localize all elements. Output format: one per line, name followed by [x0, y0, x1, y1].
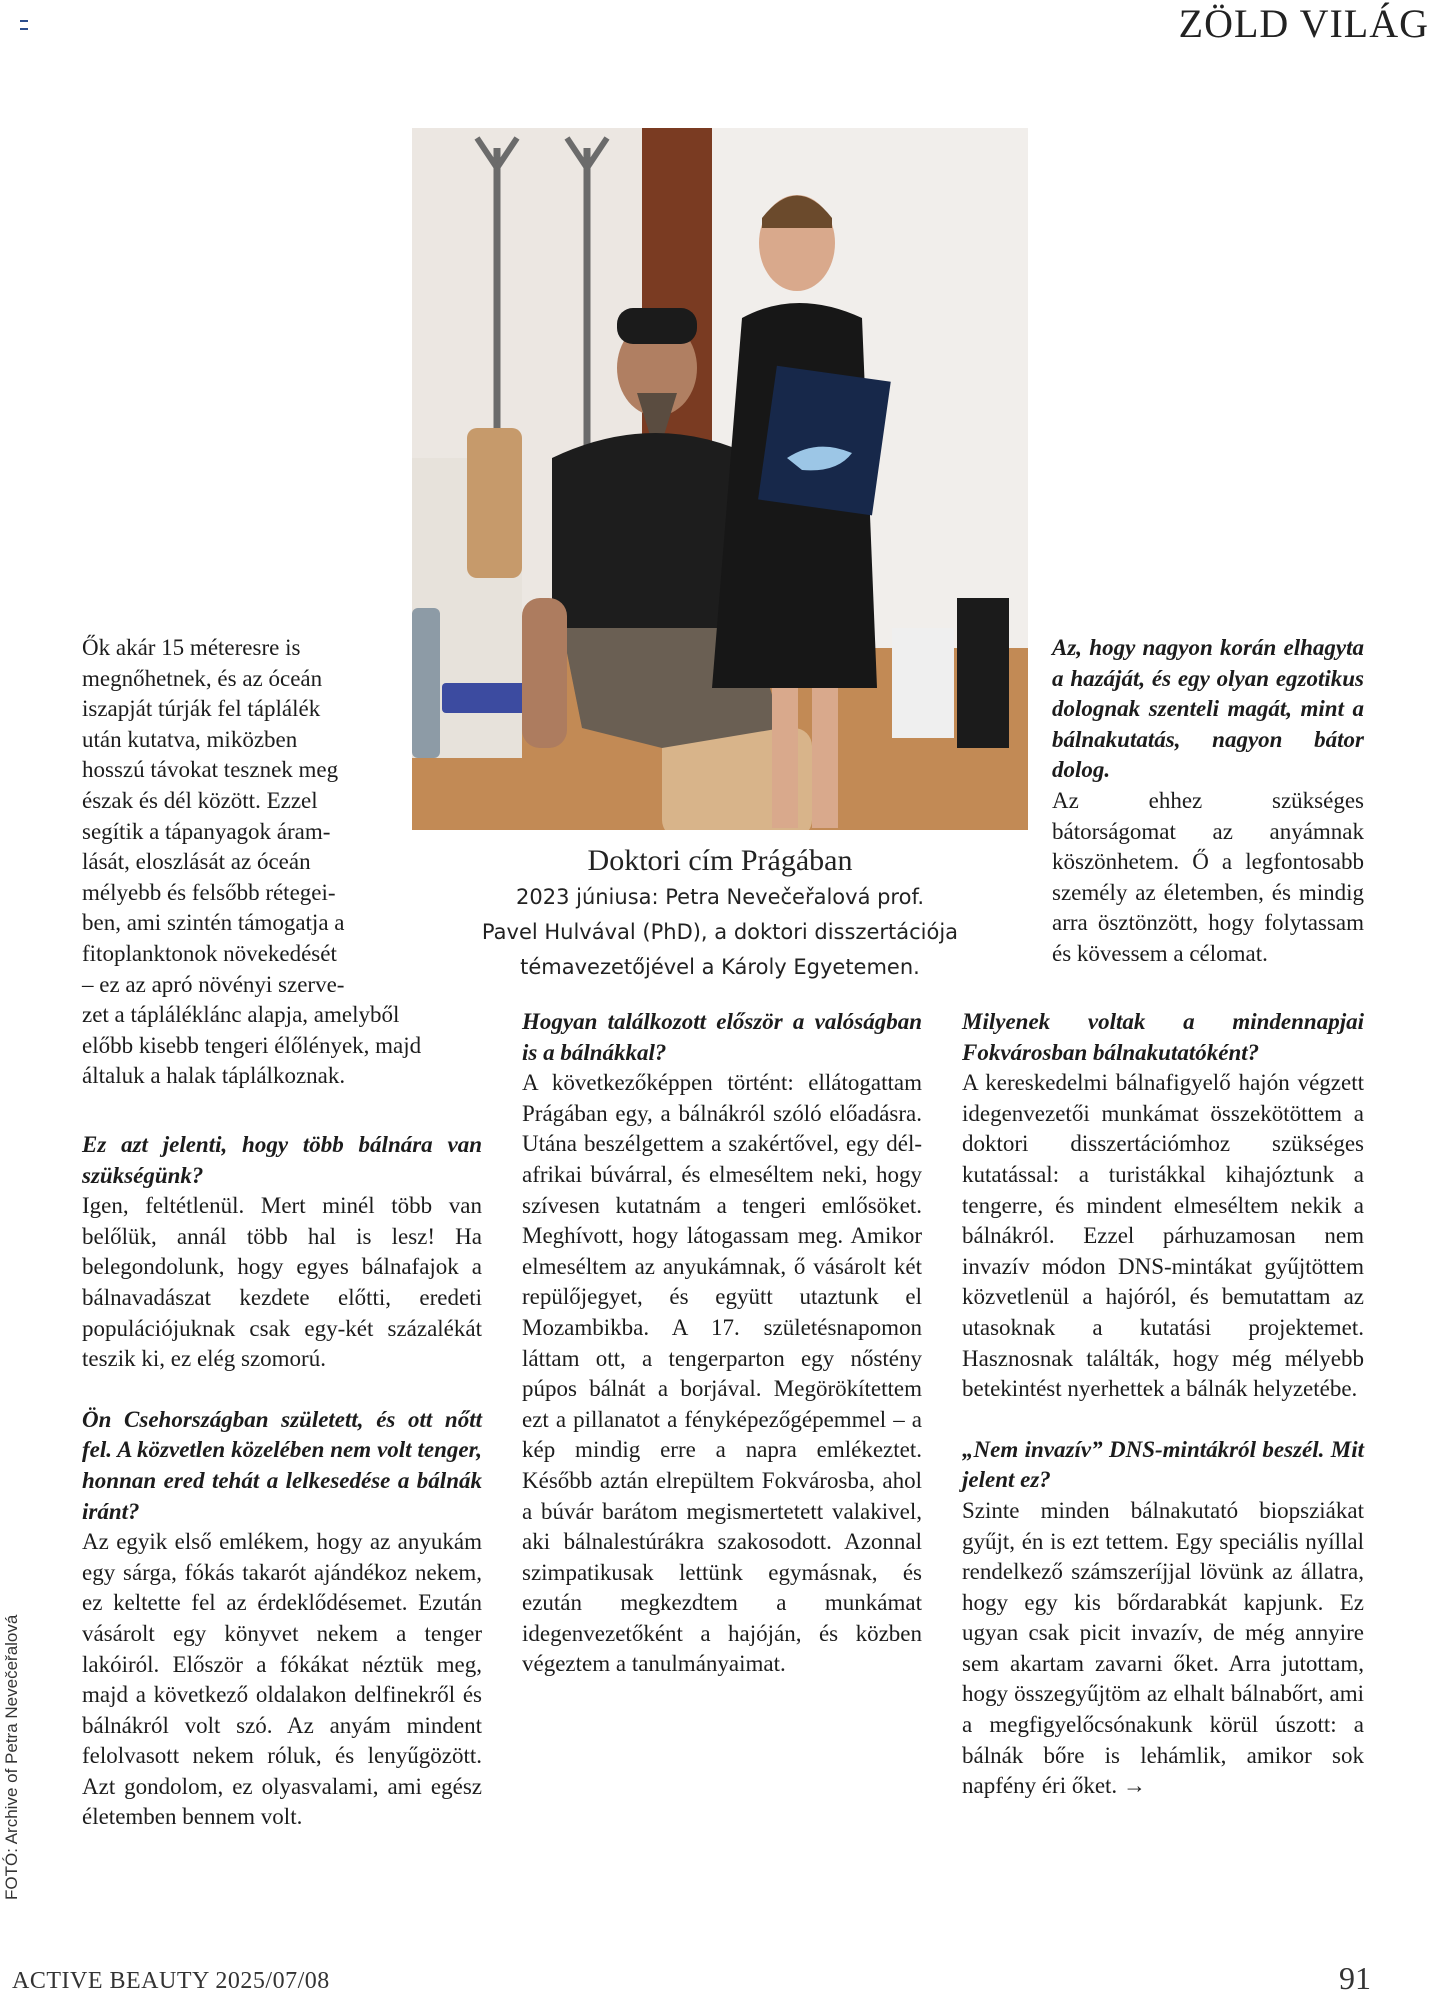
interview-question: Milyenek voltak a mindennapjai Fokvárosban bálnakutatóként? — [962, 1009, 1364, 1065]
interview-question: Hogyan találkozott először a valóságban is a bálnákkal? — [522, 1009, 922, 1065]
text-line: iszapját túrják fel táplálék — [82, 696, 321, 722]
continue-arrow-icon: → — [1122, 1773, 1146, 1799]
text-line: – ez az apró növényi szerve- — [82, 971, 345, 997]
page-number: 91 — [1339, 1960, 1371, 1996]
caption-line: témavezetőjével a Károly Egyetemen. — [520, 955, 920, 979]
interview-answer: Az ehhez szükséges bátorságomat az anyámnak köszönhetem. Ő a legfontosabb személy az életemben, és mindig arra ösztönzött, hogy folytassam és kövessem a célomat. — [1052, 787, 1364, 966]
text-line: Ők akár 15 méteresre is — [82, 635, 301, 660]
photo-caption — [412, 844, 1028, 983]
interview-answer: A következőképpen történt: ellátogattam Prágában egy, a bálnákról szóló előadásra. Utána beszélgettem a szakértővel, egy dél-afrikai búvárral, és elmeséltem neki, hogy szívesen kutatnám a tengeri emlősöket. Meghívott, hogy látogassam meg. Amikor elmeséltem az anyukámnak, ő vásárolt két repülőjegyet, és együtt utaztunk el Mozambikba. A 17. születésnapomon láttam ott, a tengerparton egy nőstény púpos bálnát a borjával. Megörökítettem ezt a pillanatot a fényképezőgépemmel – a kép mindig erre a napra emlékeztet. Később aztán elrepültem Fokvárosba, ahol a búvár barátom megismertetett valakivel, aki bálnalestúrákra szakosodott. Azonnal szimpatikusak lettünk egymásnak, és ezután megkezdtem a munkámat idegenvezetőként a hajóján, és közben végeztem a tanulmányaimat. — [522, 1070, 922, 1677]
interview-answer: Igen, feltétlenül. Mert minél több van belőlük, annál több hal is lesz! Ha belegondolunk, hogy egyes bálnafajok a bálnavadászat kezdete előtti, eredeti populációjuknak csak egy-két százalékát teszik ki, ez elég szomorú. — [82, 1193, 482, 1372]
interview-question: Ön Csehországban született, és ott nőtt fel. A közvetlen közelében nem volt tenger, honnan ered tehát a lelkesedése a bálnák iránt? — [82, 1406, 482, 1524]
answer-text: Szinte minden bálnakutató biopsziákat gyűjt, én is ezt tettem. Egy speciális nyíllal rendelkező számszeríjjal lövünk az állatra, hogy egy kis bőrdarabkát kapjunk. Ez ugyan csak picit invazív, de még annyire sem akartam zavarni őket. Arra jutottam, hogy összegyűjtöm az elhalt bálnabőrt, ami a megfigyelőcsónakunk körül úszott: a bálnák bőre is lehámlik, amikor sok napfény éri őket. — [962, 1497, 1364, 1799]
column-1-bottom — [82, 1130, 482, 1833]
interview-answer — [962, 1496, 1364, 1802]
text-line: megnőhetnek, és az óceán — [82, 665, 323, 691]
photo-illustration — [412, 128, 1028, 830]
caption-title: Doktori cím Prágában — [587, 844, 853, 877]
footer-magazine: ACTIVE BEAUTY 2025/07/08 — [12, 1968, 330, 1994]
photo-credit: FOTÓ: Archive of Petra Nevečeřalová — [2, 1614, 21, 1900]
text-line: lását, eloszlását az óceán — [82, 849, 311, 875]
section-title: ZÖLD VILÁG — [1178, 1, 1429, 46]
column-3-bottom — [962, 1007, 1364, 1802]
column-3-top — [1052, 633, 1364, 970]
photo — [412, 128, 1028, 830]
text-line: ben, ami szintén támogatja a — [82, 910, 345, 936]
text-line: hosszú távokat tesznek meg — [82, 757, 339, 783]
interview-question: Az, hogy nagyon korán elhagyta a hazáját, és egy olyan egzotikus dolognak szenteli magát, mint a bálnakutatás, nagyon bátor dolog. — [1052, 635, 1364, 783]
column-2 — [522, 1007, 922, 1680]
caption-line: Pavel Hulvával (PhD), a doktori disszertációja — [481, 920, 959, 944]
book-cover — [758, 366, 891, 516]
text-line: mélyebb és felsőbb rétegei- — [82, 879, 336, 905]
interview-answer: Az egyik első emlékem, hogy az anyukám egy sárga, fókás takarót ajándékoz nekem, ez keltette fel az érdeklődésemet. Ezután vásárolt egy könyvet nekem a tenger lakóiról. Először a fókákat néztük meg, majd a következő oldalakon delfinekről és bálnákról volt szó. Az anyám mindent felolvasott nekem róluk, és lenyűgözött. Azt gondolom, ez olyasvalami, ami egész életemben bennem volt. — [82, 1529, 482, 1830]
interview-question: „Nem invazív” DNS-mintákról beszél. Mit jelent ez? — [962, 1436, 1364, 1493]
column-1-top — [82, 633, 422, 1092]
text-line: általuk a halak táplálkoznak. — [82, 1063, 346, 1089]
text-line: zet a tápláléklánc alapja, amelyből — [82, 1002, 400, 1028]
caption-line: 2023 júniusa: Petra Nevečeřalová prof. — [515, 885, 924, 909]
text-line: után kutatva, miközben — [82, 726, 298, 752]
text-line: észak és dél között. Ezzel — [82, 787, 318, 813]
text-line: előbb kisebb tengeri élőlények, majd — [82, 1032, 422, 1058]
text-line: fitoplanktonok növekedését — [82, 940, 337, 966]
corner-mark — [20, 20, 28, 30]
interview-answer: A kereskedelmi bálnafigyelő hajón végzett idegenvezetői munkámat összekötöttem a doktori disszertációmhoz szükséges kutatással: a turistákkal kihajóztunk a tengerre, és mindent elmeséltem nekik a bálnákról. Ezzel párhuzamosan nem invazív módon DNS-mintákat gyűjtöttem közvetlenül a hajóról, és bemutattam az utasoknak a kutatási projektemet. Hasznosnak találták, hogy még mélyebb betekintést nyerhettek a bálnák helyzetébe. — [962, 1070, 1364, 1402]
interview-question: Ez azt jelenti, hogy több bálnára van szükségünk? — [82, 1132, 482, 1188]
text-line: segítik a tápanyagok áram- — [82, 818, 331, 844]
